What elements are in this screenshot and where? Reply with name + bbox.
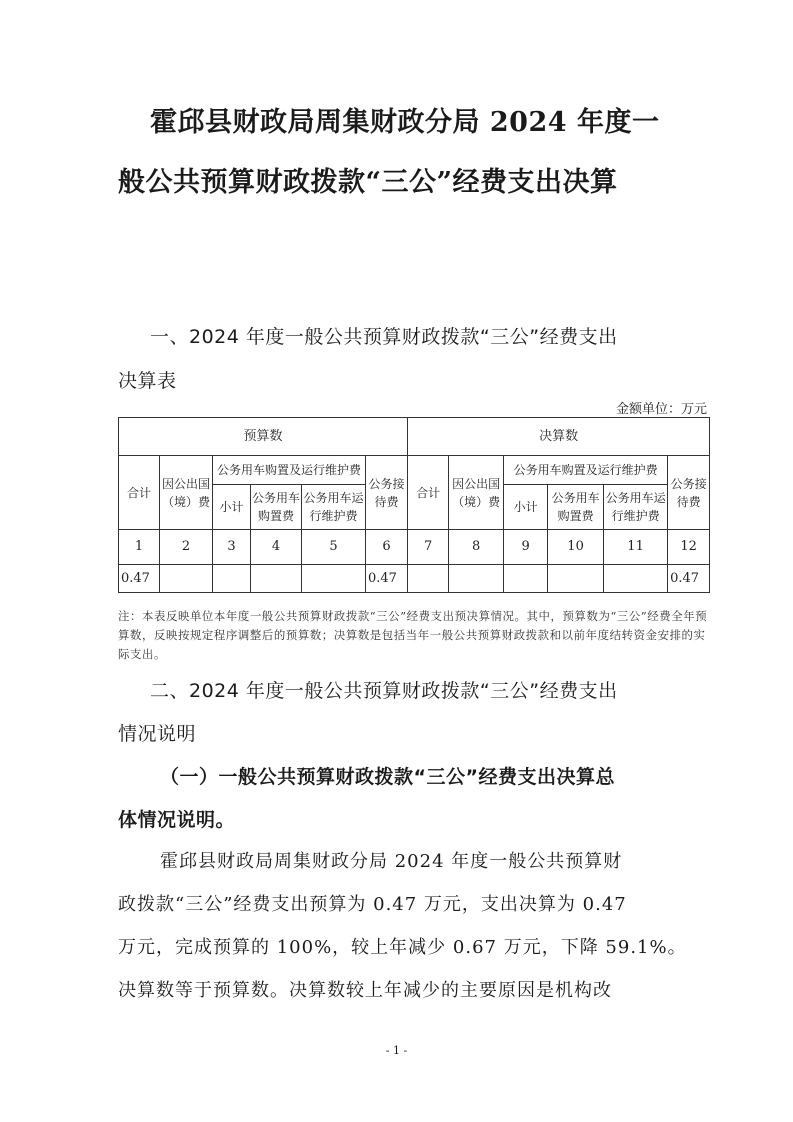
table-note: 注：本表反映单位本年度一般公共预算财政拨款“三公”经费支出预决算情况。其中，预算数为“三公”经费全年预算数，反映按规定程序调整后的预算数；决算数是包括当年一般公共预算财政拨款和以前年度结转资金安排的实际支出。 bbox=[118, 609, 708, 661]
value-cell bbox=[548, 565, 604, 593]
header-budget-vehicle-purchase: 公务用车购置费 bbox=[251, 485, 302, 530]
col-number: 9 bbox=[504, 530, 548, 565]
paragraph-line: 政拨款“三公”经费支出预算为 0.47 万元，支出决算为 0.47 bbox=[118, 894, 627, 915]
page-number: - 1 - bbox=[385, 1044, 408, 1057]
header-budget-vehicle-group: 公务用车购置及运行维护费 bbox=[213, 456, 366, 485]
value-cell bbox=[449, 565, 504, 593]
value-cell: 0.47 bbox=[366, 565, 408, 593]
header-final: 决算数 bbox=[408, 418, 710, 456]
table-group-header-row bbox=[119, 418, 710, 456]
header-budget-abroad: 因公出国（境）费 bbox=[160, 456, 213, 530]
col-number: 2 bbox=[160, 530, 213, 565]
three-public-expenses-table bbox=[118, 417, 710, 593]
col-number: 11 bbox=[604, 530, 668, 565]
section2-heading-line-2: 情况说明 bbox=[118, 723, 197, 745]
header-budget-total: 合计 bbox=[119, 456, 160, 530]
table-value-row bbox=[119, 565, 710, 593]
col-number: 6 bbox=[366, 530, 408, 565]
header-final-abroad: 因公出国（境）费 bbox=[449, 456, 504, 530]
header-final-subtotal: 小计 bbox=[504, 485, 548, 530]
value-cell bbox=[302, 565, 366, 593]
col-number: 8 bbox=[449, 530, 504, 565]
subsection1-heading-line-2: 体情况说明。 bbox=[118, 809, 236, 831]
col-number: 7 bbox=[408, 530, 449, 565]
header-budget-vehicle-maint: 公务用车运行维护费 bbox=[302, 485, 366, 530]
amount-unit-label: 金额单位：万元 bbox=[615, 402, 707, 417]
subsection1-heading-line-1: （一）一般公共预算财政拨款“三公”经费支出决算总 bbox=[160, 766, 615, 788]
paragraph-line: 决算数等于预算数。决算数较上年减少的主要原因是机构改 bbox=[118, 980, 612, 1001]
col-number: 12 bbox=[668, 530, 710, 565]
document-title-line-2: 般公共预算财政拨款“三公”经费支出决算 bbox=[118, 167, 618, 198]
col-number: 10 bbox=[548, 530, 604, 565]
header-budget-reception: 公务接待费 bbox=[366, 456, 408, 530]
value-cell: 0.47 bbox=[668, 565, 710, 593]
value-cell bbox=[408, 565, 449, 593]
section1-heading-line-2: 决算表 bbox=[118, 370, 177, 392]
header-final-vehicle-maint: 公务用车运行维护费 bbox=[604, 485, 668, 530]
value-cell: 0.47 bbox=[119, 565, 160, 593]
col-number: 5 bbox=[302, 530, 366, 565]
table-column-number-row bbox=[119, 530, 710, 565]
paragraph-line: 霍邱县财政局周集财政分局 2024 年度一般公共预算财 bbox=[160, 851, 623, 872]
value-cell bbox=[213, 565, 251, 593]
value-cell bbox=[504, 565, 548, 593]
value-cell bbox=[604, 565, 668, 593]
header-final-vehicle-group: 公务用车购置及运行维护费 bbox=[504, 456, 668, 485]
section2-heading-line-1: 二、2024 年度一般公共预算财政拨款“三公”经费支出 bbox=[150, 680, 618, 702]
header-final-reception: 公务接待费 bbox=[668, 456, 710, 530]
col-number: 3 bbox=[213, 530, 251, 565]
value-cell bbox=[160, 565, 213, 593]
section1-heading-line-1: 一、2024 年度一般公共预算财政拨款“三公”经费支出 bbox=[150, 326, 618, 348]
paragraph-line: 万元，完成预算的 100%，较上年减少 0.67 万元，下降 59.1%。 bbox=[118, 937, 687, 958]
table-header-row-1 bbox=[119, 456, 710, 485]
col-number: 1 bbox=[119, 530, 160, 565]
header-budget: 预算数 bbox=[119, 418, 408, 456]
col-number: 4 bbox=[251, 530, 302, 565]
header-final-total: 合计 bbox=[408, 456, 449, 530]
document-title-line-1: 霍邱县财政局周集财政分局 2024 年度一 bbox=[150, 107, 660, 138]
header-final-vehicle-purchase: 公务用车购置费 bbox=[548, 485, 604, 530]
header-budget-subtotal: 小计 bbox=[213, 485, 251, 530]
value-cell bbox=[251, 565, 302, 593]
